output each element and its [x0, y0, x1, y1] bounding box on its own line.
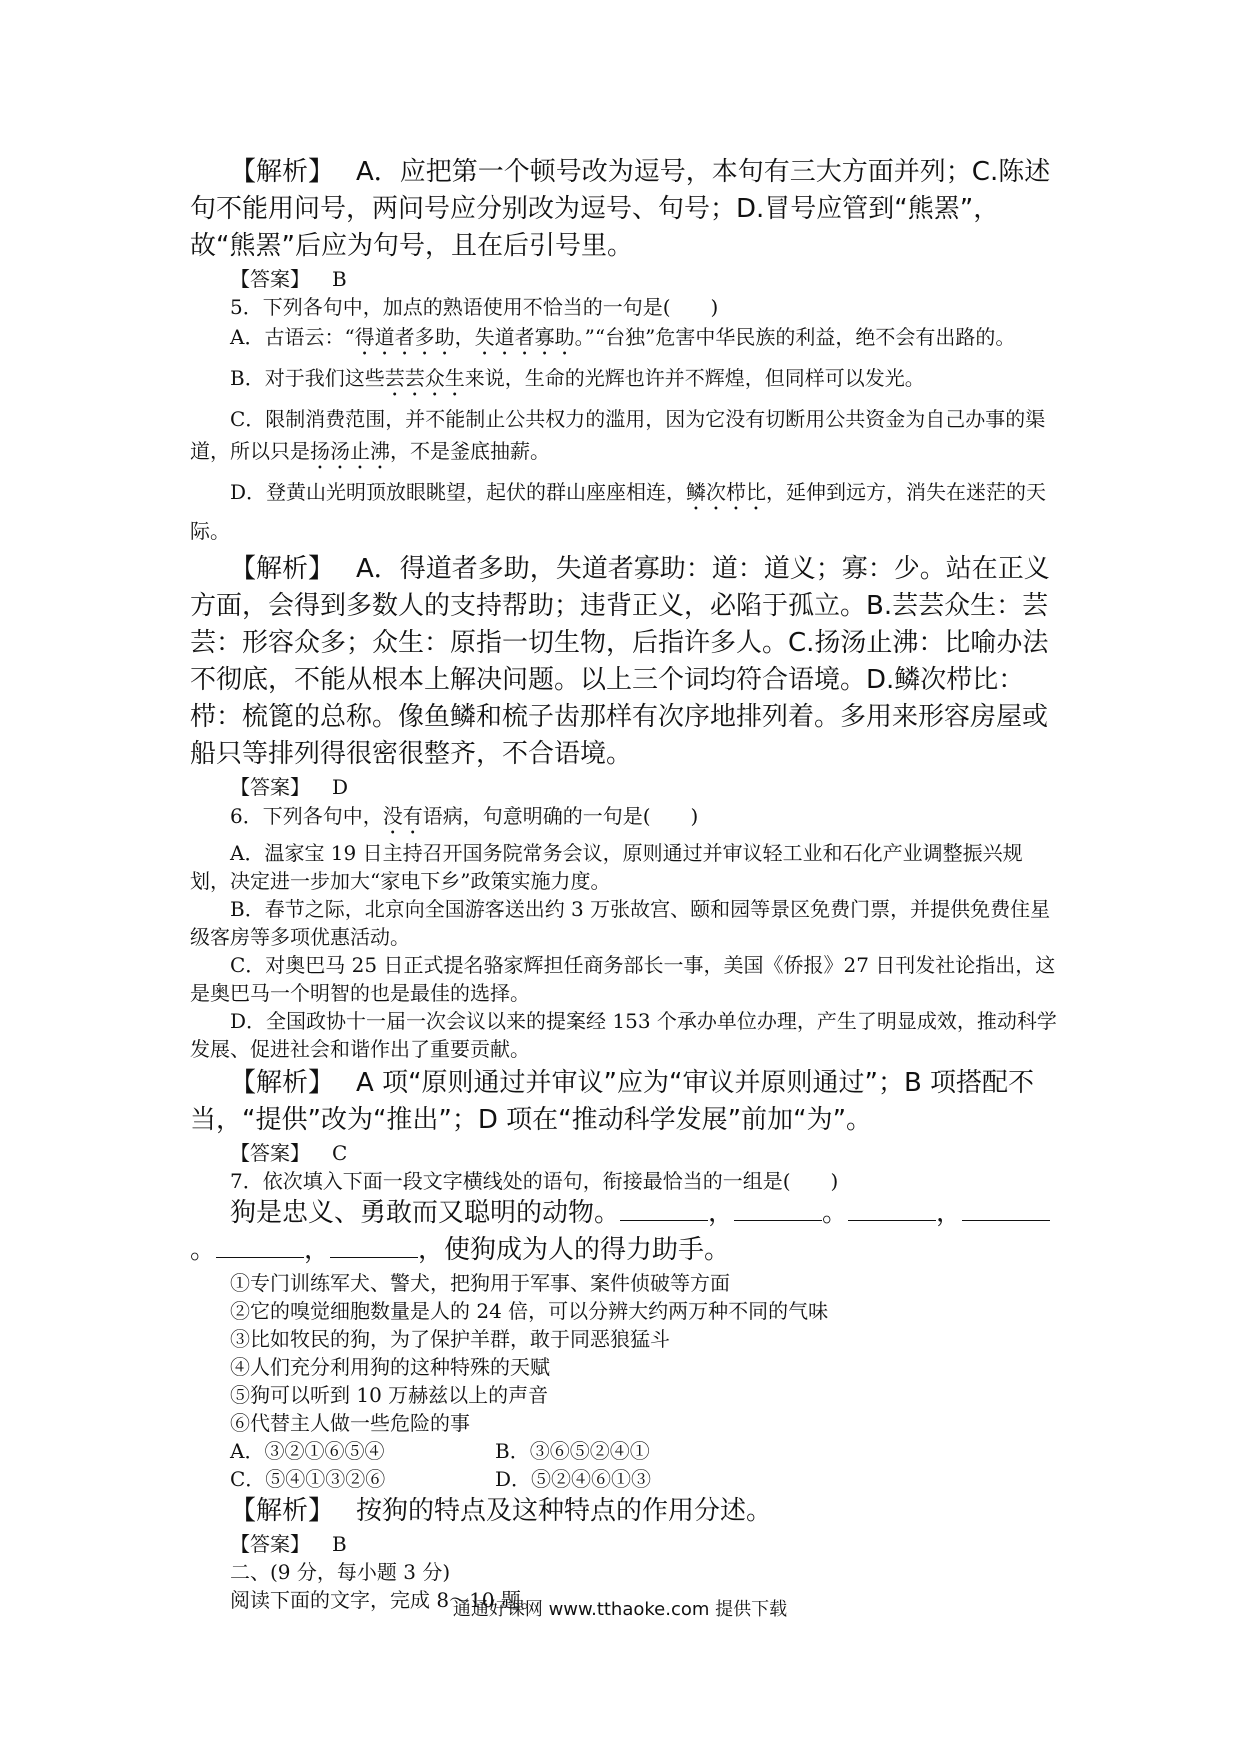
- q5-stem: 5．下列各句中，加点的熟语使用不恰当的一句是( ): [230, 295, 719, 319]
- q5-answer: [190, 773, 1060, 801]
- q5-analysis: [190, 551, 1060, 773]
- analysis-text: A．应把第一个顿号改为逗号，本句有三大方面并列；C.陈述句不能用问号，两问号应分别改为逗号、句号；D.冒号应管到“熊罴”，故“熊罴”后应为句号，且在后引号里。: [190, 157, 1051, 261]
- q7-choices-row: [190, 1437, 1060, 1465]
- fill-blank: [734, 1200, 822, 1221]
- q7-passage: 狗是忠义、勇敢而又聪明的动物。 ， 。 ，。 ， ，使狗成为人的得力助手。: [190, 1195, 1060, 1269]
- answer-value: B: [332, 267, 347, 291]
- q5-option-b: B．对于我们这些芸芸众生来说，生命的光辉也许并不辉煌，但同样可以发光。: [230, 366, 925, 390]
- q7-choice: C．⑤④①③②⑥: [230, 1467, 386, 1491]
- dotted-idiom: 鳞次栉比: [686, 480, 767, 504]
- q7-item: ①专门训练军犬、警犬，把狗用于军事、案件侦破等方面: [230, 1271, 730, 1295]
- q6-option-b: B．春节之际，北京向全国游客送出约 3 万张故宫、颐和园等景区免费门票，并提供免费住星级客房等多项优惠活动。: [190, 897, 1051, 949]
- page-content: [190, 154, 1060, 1614]
- analysis-text: A．得道者多助，失道者寡助：道：道义；寡：少。站在正义方面，会得到多数人的支持帮助；违背正义，必陷于孤立。B.芸芸众生：芸芸：形容众多；众生：原指一切生物，后指许多人。C.扬汤止沸：比喻办法不彻底，不能从根本上解决问题。以上三个词均符合语境。D.鳞次栉比：栉：梳篦的总称。像鱼鳞和梳子齿那样有次序地排列着。多用来形容房屋或船只等排列得很密很整齐，不合语境。: [190, 554, 1050, 769]
- q7-choice: A．③②①⑥⑤④: [230, 1439, 385, 1463]
- dotted-idiom: 芸芸众生: [384, 366, 465, 390]
- q7-item: ③比如牧民的狗，为了保护羊群，敢于同恶狼猛斗: [230, 1327, 670, 1351]
- analysis-tag: 【解析】: [230, 157, 335, 187]
- analysis-text: A 项“原则通过并审议”应为“审议并原则通过”；B 项搭配不当，“提供”改为“推出”；D 项在“推动科学发展”前加“为”。: [190, 1068, 1035, 1135]
- answer-value: C: [332, 1141, 348, 1165]
- q4-answer: [190, 265, 1060, 293]
- q7-choices-row: [190, 1465, 1060, 1493]
- dotted-idiom: 扬汤止沸: [310, 439, 390, 463]
- q7-choice: D．⑤②④⑥①③: [495, 1467, 652, 1491]
- answer-tag: 【答案】: [230, 267, 310, 291]
- fill-blank: [330, 1237, 418, 1258]
- answer-tag: 【答案】: [230, 775, 310, 799]
- q5-option-c: C．限制消费范围，并不能制止公共权力的滥用，因为它没有切断用公共资金为自己办事的渠道，所以只是扬汤止沸，不是釜底抽薪。: [190, 407, 1046, 463]
- q6-answer: [190, 1139, 1060, 1167]
- section-heading: 二、(9 分，每小题 3 分): [230, 1560, 451, 1584]
- answer-value: B: [332, 1532, 347, 1556]
- q7-item: ⑤狗可以听到 10 万赫兹以上的声音: [230, 1383, 549, 1407]
- q6-option-d: D．全国政协十一届一次会议以来的提案经 153 个承办单位办理，产生了明显成效，推动科学发展、促进社会和谐作出了重要贡献。: [190, 1009, 1057, 1061]
- q7-item: ②它的嗅觉细胞数量是人的 24 倍，可以分辨大约两万种不同的气味: [230, 1299, 829, 1323]
- q6-option-c: C．对奥巴马 25 日正式提名骆家辉担任商务部长一事，美国《侨报》27 日刊发社论指出，这是奥巴马一个明智的也是最佳的选择。: [190, 953, 1056, 1005]
- q6-analysis: [190, 1065, 1060, 1139]
- analysis-text: 按狗的特点及这种特点的作用分述。: [356, 1496, 773, 1526]
- fill-blank: [848, 1200, 936, 1221]
- q5-option-d: D．登黄山光明顶放眼眺望，起伏的群山座座相连，鳞次栉比，延伸到远方，消失在迷茫的天际。: [190, 480, 1047, 543]
- fill-blank: [962, 1200, 1050, 1221]
- q5-option-a: A．古语云：“得道者多助，失道者寡助。”“台独”危害中华民族的利益，绝不会有出路的。: [230, 325, 1016, 349]
- answer-tag: 【答案】: [230, 1532, 310, 1556]
- q6-option-a: A．温家宝 19 日主持召开国务院常务会议，原则通过并审议轻工业和石化产业调整振兴规划，决定进一步加大“家电下乡”政策实施力度。: [190, 841, 1023, 893]
- answer-tag: 【答案】: [230, 1141, 310, 1165]
- fill-blank: [620, 1200, 708, 1221]
- page-footer: 通通好课网 www.tthaoke.com 提供下载: [452, 1599, 788, 1620]
- q7-choice: B．③⑥⑤②④①: [495, 1439, 650, 1463]
- analysis-tag: 【解析】: [230, 1068, 335, 1098]
- answer-value: D: [332, 775, 349, 799]
- analysis-tag: 【解析】: [230, 1496, 335, 1526]
- section-instruction: 阅读下面的文字，完成 8～10 题。: [230, 1588, 541, 1612]
- q7-analysis: [190, 1493, 1060, 1530]
- q4-analysis: [190, 154, 1060, 265]
- q7-answer: [190, 1530, 1060, 1558]
- analysis-tag: 【解析】: [230, 554, 335, 584]
- fill-blank: [216, 1237, 304, 1258]
- q6-stem: 6．下列各句中，没有语病，句意明确的一句是( ): [230, 804, 699, 828]
- q7-item: ④人们充分利用狗的这种特殊的天赋: [230, 1355, 550, 1379]
- q7-item: ⑥代替主人做一些危险的事: [230, 1411, 470, 1435]
- q7-stem: 7．依次填入下面一段文字横线处的语句，衔接最恰当的一组是( ): [230, 1169, 839, 1193]
- dotted-word: 没有: [382, 804, 423, 828]
- dotted-idiom: 得道者多助，失道者寡助: [354, 325, 575, 349]
